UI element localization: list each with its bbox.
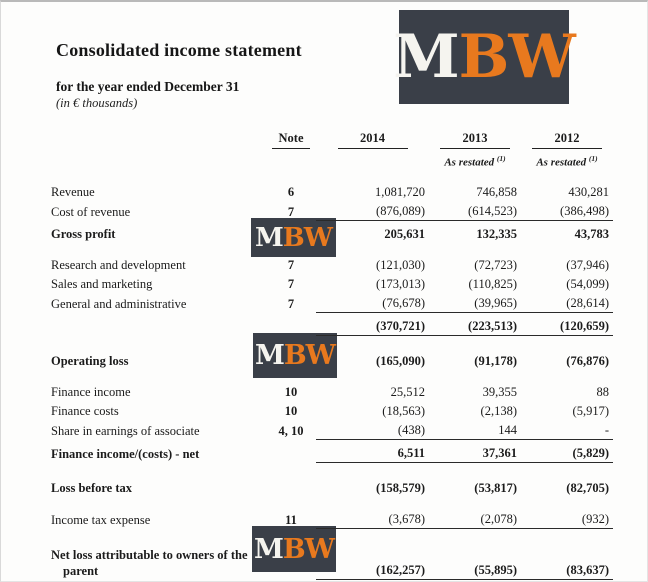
restated-label: As restated: [444, 156, 495, 169]
row-label: General and administrative: [51, 296, 187, 311]
mbw-logo-letters-bw: BW: [282, 222, 332, 253]
row-note-ref: 10: [284, 404, 298, 419]
note-header-label: Note: [272, 131, 310, 149]
row-value-2014: 25,512: [390, 385, 425, 400]
row-note-ref: [266, 541, 316, 580]
row-value-2012: (386,498): [521, 201, 613, 221]
year-2014-label: 2014: [338, 131, 408, 149]
table-row: [51, 274, 613, 293]
spacer-cell: [51, 370, 613, 382]
row-label: Finance income/(costs) - net: [51, 446, 200, 461]
row-value-2012: (932): [521, 509, 613, 529]
row-value-2013: 132,335: [476, 227, 517, 242]
mbw-logo-letter-m: M: [393, 22, 459, 92]
row-note-ref: 6: [287, 185, 295, 200]
row-value-2014: 6,511: [316, 440, 429, 463]
row-value-2014: (165,090): [376, 354, 425, 369]
row-value-2012: -: [521, 420, 613, 440]
table-header: [51, 130, 613, 182]
row-value-2012: (5,829): [521, 440, 613, 463]
year-2012-label: 2012: [532, 131, 602, 149]
mbw-logo-letter-m: M: [253, 533, 283, 565]
row-value-2014: (162,257): [316, 541, 429, 580]
row-value-2012: (83,637): [521, 541, 613, 580]
spacer-cell: [51, 243, 613, 255]
row-value-2012: (76,876): [566, 354, 609, 369]
table-row: [51, 541, 613, 580]
spacer-row: [51, 370, 613, 382]
spacer-cell: [51, 463, 613, 476]
column-header-2012: [521, 130, 613, 149]
table-row: [51, 182, 613, 201]
row-value-2014: (158,579): [376, 481, 425, 496]
row-label: Finance income: [51, 385, 131, 400]
row-value-2013: (72,723): [474, 258, 517, 273]
restated-note-2012: [521, 149, 613, 170]
row-note-ref: 7: [287, 258, 295, 273]
row-value-2012: (120,659): [521, 313, 613, 336]
row-value-2014: (876,089): [316, 201, 429, 221]
mbw-logo-header: [393, 10, 575, 104]
income-statement-table: [51, 130, 613, 580]
table-row: [51, 382, 613, 401]
row-value-2013: 746,858: [476, 185, 517, 200]
row-value-2013: 144: [429, 420, 521, 440]
page-subtitle: for the year ended December 31: [56, 79, 240, 94]
spacer-row: [51, 336, 613, 349]
row-value-2014: (18,563): [382, 404, 425, 419]
row-label: Gross profit: [51, 227, 116, 242]
row-value-2014: 1,081,720: [375, 185, 425, 200]
row-label: Operating loss: [51, 354, 129, 369]
row-label: Finance costs: [51, 404, 119, 419]
subheader-spacer-cell: [266, 149, 316, 170]
row-value-2012: 43,783: [574, 227, 609, 242]
spacer-cell: [51, 336, 613, 349]
table-row: [51, 221, 613, 244]
row-value-2012: (28,614): [521, 293, 613, 313]
table-row: [51, 509, 613, 529]
income-table-body: [51, 182, 613, 580]
restated-footnote-sup: (1): [496, 153, 506, 163]
mbw-logo-letter-m: M: [255, 222, 283, 253]
currency-unit-note: (in € thousands): [56, 96, 138, 110]
row-value-2012: (5,917): [572, 404, 609, 419]
row-note-ref: [266, 313, 316, 336]
row-label: Sales and marketing: [51, 277, 153, 292]
row-note-ref: [266, 475, 316, 497]
row-value-2013: (55,895): [429, 541, 521, 580]
table-row: [51, 293, 613, 313]
row-value-2014: (76,678): [316, 293, 429, 313]
row-value-2013: (614,523): [429, 201, 521, 221]
table-row: [51, 348, 613, 370]
row-value-2013: (110,825): [468, 277, 517, 292]
table-row: [51, 255, 613, 274]
header-row: [51, 130, 613, 149]
row-label: Revenue: [51, 185, 95, 200]
table-row: [51, 440, 613, 463]
row-note-ref: [266, 440, 316, 463]
mbw-logo-letter-m: M: [254, 340, 284, 371]
row-label: Net loss attributable to owners of the parent: [51, 548, 248, 578]
row-value-2013: (39,965): [429, 293, 521, 313]
row-value-2014: (438): [316, 420, 429, 440]
spacer-row: [51, 529, 613, 542]
mbw-logo-letters-bw: BW: [282, 533, 335, 565]
page-title: Consolidated income statement: [56, 40, 302, 60]
restated-note-2013: [429, 149, 521, 170]
subheader-spacer-cell: [316, 149, 429, 170]
row-label: Share in earnings of associate: [51, 423, 200, 438]
row-value-2014: 205,631: [384, 227, 425, 242]
table-row: [51, 401, 613, 420]
spacer-row: [51, 463, 613, 476]
table-row: [51, 420, 613, 440]
row-note-ref: [266, 221, 316, 244]
year-2013-label: 2013: [440, 131, 510, 149]
restated-subheader-row: [51, 149, 613, 170]
row-value-2014: (370,721): [316, 313, 429, 336]
row-label: Income tax expense: [51, 512, 151, 527]
row-value-2012: (82,705): [566, 481, 609, 496]
mbw-logo-letters-bw: BW: [283, 340, 336, 371]
row-note-ref: [266, 348, 316, 370]
spacer-row: [51, 170, 613, 182]
row-value-2012: 88: [596, 385, 609, 400]
row-value-2012: 430,281: [568, 185, 609, 200]
restated-label: As restated: [536, 156, 587, 169]
row-value-2013: (91,178): [474, 354, 517, 369]
row-value-2014: (121,030): [376, 258, 425, 273]
column-header-2013: [429, 130, 521, 149]
spacer-row: [51, 243, 613, 255]
spacer-cell: [51, 170, 613, 182]
row-value-2012: (54,099): [566, 277, 609, 292]
row-label: Research and development: [51, 258, 186, 273]
row-note-ref: 4, 10: [278, 423, 304, 438]
row-value-2012: (37,946): [566, 258, 609, 273]
row-value-2013: 39,355: [482, 385, 517, 400]
row-label: Loss before tax: [51, 481, 133, 496]
spacer-cell: [51, 529, 613, 542]
row-value-2013: (53,817): [474, 481, 517, 496]
column-header-2014: [316, 130, 429, 149]
row-value-2014: (3,678): [316, 509, 429, 529]
row-value-2013: (2,078): [429, 509, 521, 529]
table-row: [51, 475, 613, 497]
restated-footnote-sup: (1): [588, 153, 598, 163]
table-row: [51, 201, 613, 221]
row-note-ref: 7: [287, 277, 295, 292]
row-note-ref: 7: [287, 296, 295, 311]
mbw-logo-letters-bw: BW: [458, 22, 575, 92]
row-value-2013: (2,138): [480, 404, 517, 419]
row-note-ref: 10: [284, 385, 298, 400]
row-value-2013: (223,513): [429, 313, 521, 336]
row-value-2013: 37,361: [429, 440, 521, 463]
row-value-2014: (173,013): [376, 277, 425, 292]
header-spacer-cell: [51, 130, 266, 149]
spacer-row: [51, 497, 613, 509]
row-label: Cost of revenue: [51, 204, 131, 219]
row-note-ref: 7: [287, 204, 295, 219]
row-label: [51, 313, 266, 336]
table-row: [51, 313, 613, 336]
subheader-spacer-cell: [51, 149, 266, 170]
spacer-cell: [51, 497, 613, 509]
column-header-note: [266, 130, 316, 149]
row-note-ref: 11: [285, 512, 297, 527]
